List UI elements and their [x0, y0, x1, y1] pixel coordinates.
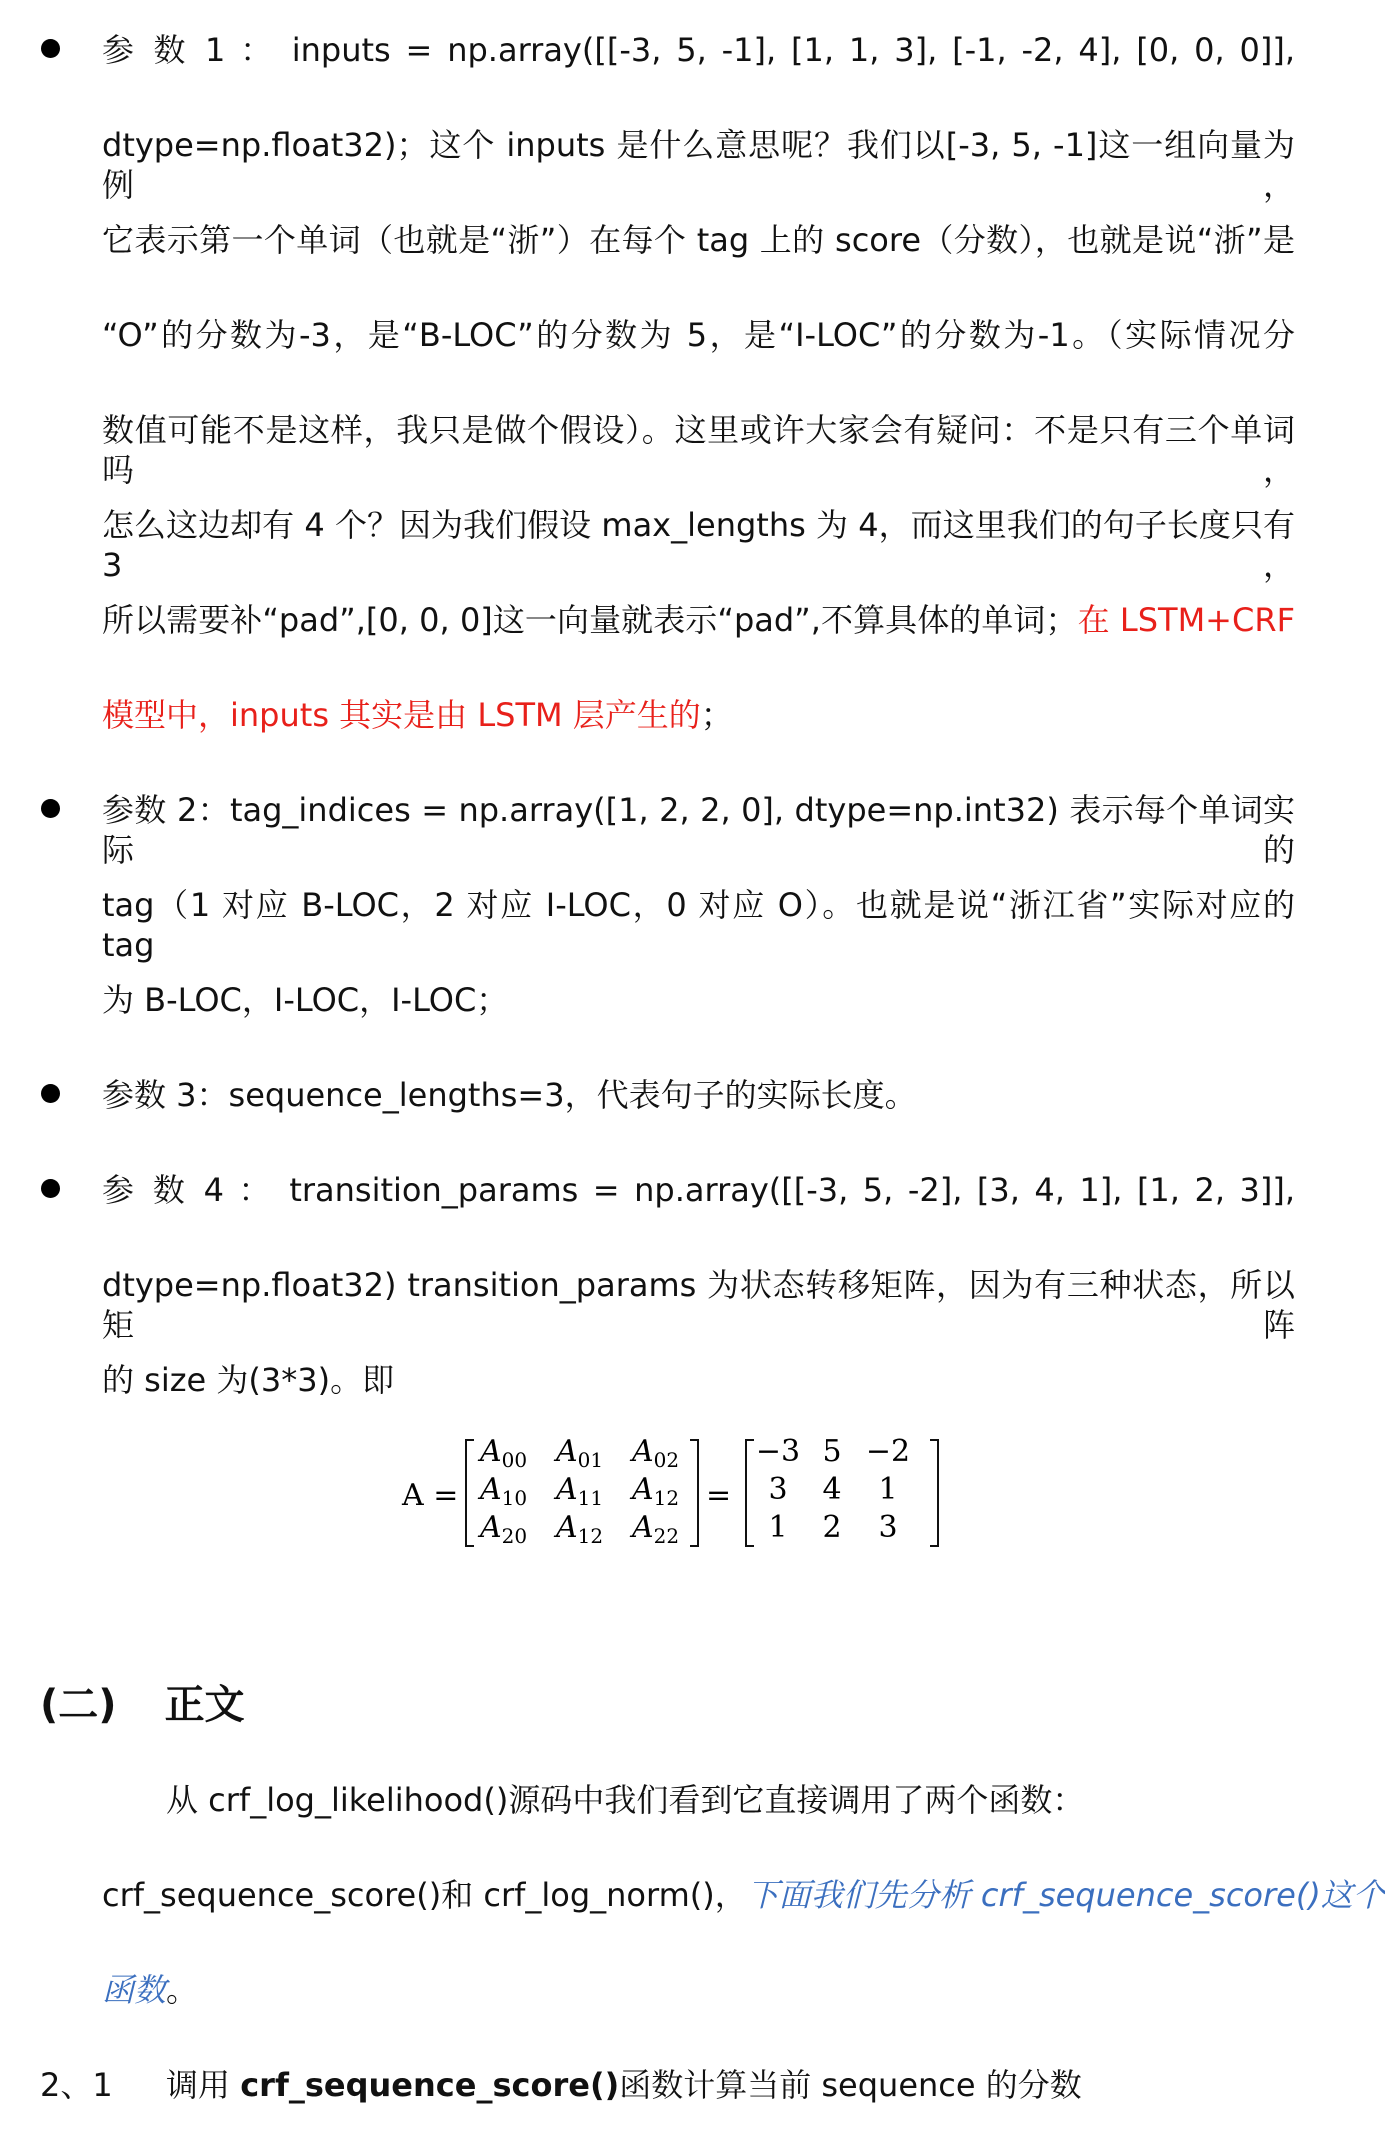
matrix-cell: 3	[878, 1510, 898, 1545]
matrix-cell: $A_{01}$	[556, 1434, 604, 1472]
param1-line-8-highlight: 模型中，inputs 其实是由 LSTM 层产生的	[102, 696, 701, 734]
bullet-dot	[41, 1179, 60, 1198]
heading-title: 正文	[164, 1682, 245, 1728]
param1-line-8	[102, 695, 1295, 735]
param1-line-1: 参 数 1 ： inputs = np.array([[-3, 5, -1], [1, 1, 3], [-1, -2, 4], [0, 0, 0]],	[102, 31, 1295, 69]
param2-line-3: 为 B-LOC，I-LOC，I-LOC；	[102, 981, 509, 1019]
matrix-cell: 3	[768, 1472, 788, 1507]
param2-line-2: tag（1 对应 B-LOC，2 对应 I-LOC，0 对应 O）。也就是说“浙江省”实际对应的 tag	[102, 886, 1295, 964]
param1-line-7	[102, 600, 1295, 640]
matrix-cell: −2	[865, 1434, 911, 1469]
body-line-2-text: crf_sequence_score()和 crf_log_norm()，	[102, 1876, 747, 1914]
heading-number: (二)	[40, 1682, 117, 1728]
matrix-cell: 1	[768, 1510, 788, 1545]
matrix-cell: −3	[755, 1434, 801, 1469]
subsection-prefix: 调用	[166, 2066, 241, 2104]
bullet-dot	[41, 1084, 60, 1103]
matrix-cell: $A_{11}$	[556, 1472, 604, 1510]
formula-equals: =	[706, 1478, 732, 1513]
bullet-dot	[41, 799, 60, 818]
body-line-3	[102, 1970, 1295, 2010]
body-line-3-highlight: 函数	[102, 1971, 167, 2009]
param4-line-1: 参 数 4 ： transition_params = np.array([[-3, 5, -2], [3, 4, 1], [1, 2, 3]],	[102, 1171, 1295, 1209]
body-line-3-text: 。	[166, 1971, 199, 2009]
matrix-cell: $A_{20}$	[480, 1510, 528, 1548]
symbolic-matrix	[477, 1434, 679, 1548]
param1-line-7-highlight: 在 LSTM+CRF	[1077, 601, 1295, 639]
param1-line-7-text: 所以需要补“pad”,[0, 0, 0]这一向量就表示“pad”,不算具体的单词；	[102, 601, 1078, 639]
matrix-cell: $A_{00}$	[480, 1434, 528, 1472]
matrix-bracket-left	[466, 1440, 474, 1546]
param4-line-2: dtype=np.float32) transition_params 为状态转移矩阵，因为有三种状态，所以矩阵	[102, 1266, 1295, 1344]
numeric-matrix	[756, 1434, 910, 1545]
body-line-2	[102, 1875, 1385, 1915]
matrix-cell: $A_{10}$	[480, 1472, 528, 1510]
subsection-title	[40, 2065, 1082, 2105]
param1-line-6: 怎么这边却有 4 个？因为我们假设 max_lengths 为 4，而这里我们的句子长度只有 3，	[102, 506, 1295, 584]
subsection-func: crf_sequence_score()	[240, 2066, 620, 2104]
param1-line-8-text: ；	[700, 696, 733, 734]
matrix-cell: 4	[822, 1472, 842, 1507]
param4-line-3: 的 size 为(3*3)。即	[102, 1361, 395, 1399]
body-line-2-highlight: 下面我们先分析 crf_sequence_score()这个	[746, 1876, 1385, 1914]
subsection-number: 2、1	[40, 2066, 113, 2104]
matrix-cell: 5	[822, 1434, 842, 1469]
param1-line-5: 数值可能不是这样，我只是做个假设）。这里或许大家会有疑问：不是只有三个单词吗，	[102, 411, 1295, 489]
param2-line-1: 参数 2：tag_indices = np.array([1, 2, 2, 0], dtype=np.int32) 表示每个单词实际的	[102, 791, 1295, 869]
matrix-cell: $A_{02}$	[632, 1434, 680, 1472]
formula-lhs: A =	[402, 1478, 459, 1513]
matrix-cell: $A_{22}$	[632, 1510, 680, 1548]
matrix-cell: $A_{12}$	[632, 1472, 680, 1510]
param1-line-4: “O”的分数为-3，是“B-LOC”的分数为 5，是“I-LOC”的分数为-1。（实际情况分	[102, 316, 1295, 354]
param3-line-1: 参数 3：sequence_lengths=3，代表句子的实际长度。	[102, 1076, 917, 1114]
subsection-suffix: 函数计算当前 sequence 的分数	[619, 2066, 1082, 2104]
param1-line-3: 它表示第一个单词（也就是“浙”）在每个 tag 上的 score（分数），也就是说“浙”是	[102, 221, 1295, 259]
matrix-bracket-right	[930, 1440, 938, 1546]
body-line-1: 从 crf_log_likelihood()源码中我们看到它直接调用了两个函数：	[166, 1781, 1085, 1819]
matrix-bracket-left	[746, 1440, 754, 1546]
param1-line-2: dtype=np.float32)；这个 inputs 是什么意思呢？我们以[-3, 5, -1]这一组向量为例，	[102, 126, 1295, 204]
matrix-cell: $A_{12}$	[556, 1510, 604, 1548]
transition-matrix-formula	[400, 1428, 960, 1558]
bullet-dot	[41, 39, 60, 58]
matrix-cell: 1	[878, 1472, 898, 1507]
section-heading	[40, 1680, 245, 1730]
matrix-cell: 2	[822, 1510, 842, 1545]
matrix-bracket-right	[690, 1440, 698, 1546]
